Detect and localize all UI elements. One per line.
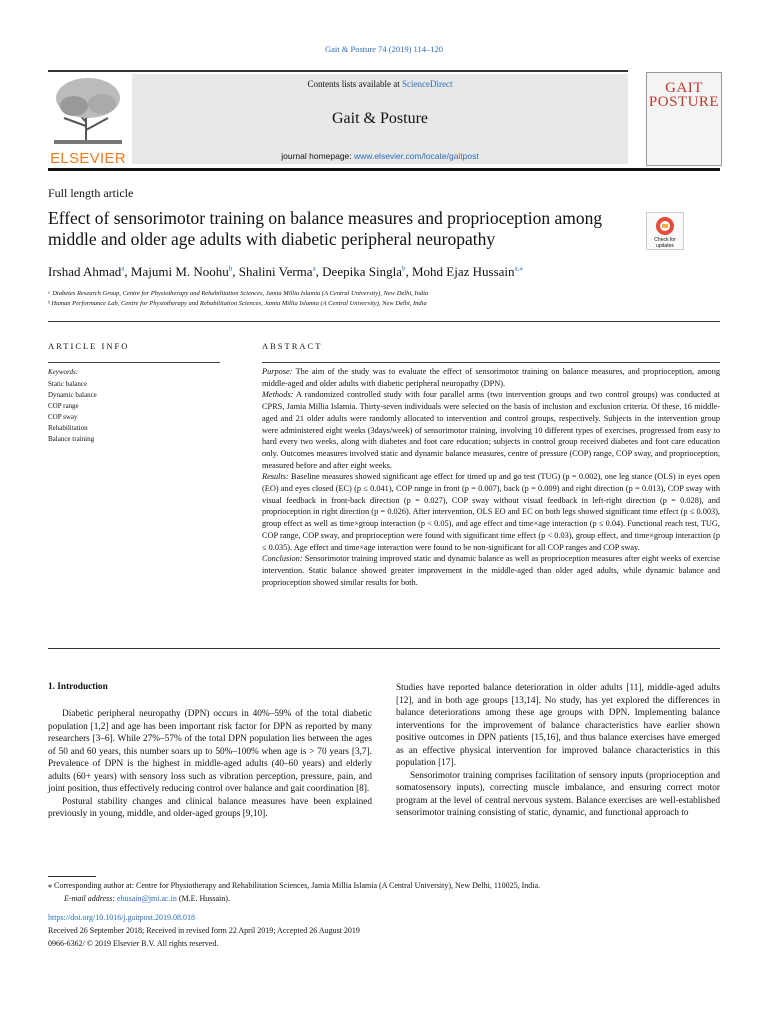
abstract-bottom-divider <box>48 648 720 649</box>
paragraph: Diabetic peripheral neuropathy (DPN) occurs in 40%–59% of the total diabetic population [1,2] and age has been important risk factor for DPN as reported by many researchers [3–6]. While 27%–57% of the total DPN population lies between the ages of 50 and 60 years, this number soars up to 50%–100% when age is > 70 years [3,7]. Prevalence of DPN is the highest in middle-aged adults (40–60 years) and elderly adults (60+ years) with sensory loss such as vibration perception, pressure, pain, and joint position, thus effectively reducing control over balance and gait coordination [8]. <box>48 709 372 794</box>
keyword-list <box>48 379 97 444</box>
doi-link[interactable]: https://doi.org/10.1016/j.gaitpost.2019.08.018 <box>48 913 195 922</box>
author[interactable]: Mohd Ejaz Hussain <box>411 264 515 279</box>
corresponding-author-note: ⁎ Corresponding author at: Centre for Physiotherapy and Rehabilitation Sciences, Jamia Millia Islamia (A Central University), New Delhi, 110025, India. <box>48 881 541 890</box>
author-affiliation-mark[interactable]: a,⁎ <box>514 264 523 273</box>
author[interactable]: Majumi M. Noohu <box>130 264 229 279</box>
header-divider <box>48 168 720 171</box>
abstract-results: Results: Baseline measures showed significant age effect for timed up and go test (TUG) (p = 0.002), one leg stance (OLS) in eyes open (EO) and eyes closed (EC) (p ≤ 0.041), COP range in front (p = 0.007), back (p = 0.009) and right direction (p = 0.013), COP sway with visual feedback in front-back direction (p = 0.027), COP sway without visual feedback in left-right direction (p = 0.028), and proprioception in right direction (p = 0.026). After intervention, OLS EO and EC on both legs showed significant time effect (p ≤ 0.003), group effect as well as time×group interaction (p < 0.05), and age effect and time×age interaction (p ≤ 0.04). Functional reach test, TUG, COP range, COP sway, and proprioception were found with significant time effect (p < 0.03), group effect, and time×group interaction (p ≤ 0.035). Age effect and time×age interaction were found to be non-significant for all COP ranges and COP sway. <box>262 472 720 552</box>
article-info-divider <box>48 362 220 363</box>
title-divider <box>48 321 720 322</box>
affiliation-a: ᵃ Diabetes Research Group, Centre for Physiotherapy and Rehabilitation Sciences, Jamia Millia Islamia (A Central University), New Delhi, India <box>48 290 429 297</box>
affiliation-b: ᵇ Human Performance Lab, Centre for Physiotherapy and Rehabilitation Sciences, Jamia Millia Islamia (A Central University), New Delhi, India <box>48 300 427 307</box>
cover-title: GAIT POSTURE <box>648 80 720 110</box>
article-title: Effect of sensorimotor training on balance measures and proprioception among middle and older age adults with diabetic peripheral neuropathy <box>48 208 603 249</box>
homepage-line: journal homepage: www.elsevier.com/locate/gaitpost <box>281 151 479 161</box>
journal-title: Gait & Posture <box>332 110 428 127</box>
paragraph: Postural stability changes and clinical balance measures have been explained previously in young, middle, and older-aged groups [9,10]. <box>48 796 372 819</box>
keyword: Balance training <box>48 434 95 443</box>
abstract-divider <box>262 362 720 363</box>
crossmark-button[interactable] <box>646 212 684 250</box>
keywords-label: Keywords: <box>48 368 79 376</box>
abstract-methods: Methods: A randomized controlled study with four parallel arms (two intervention groups and two control groups) was conducted at CPRS, Jamia Millia Islamia. Thirty-seven individuals were selected on the basis of inclusion and exclusion criteria. Of these, 16 middle-aged and 21 older adults were randomly allocated to intervention and control groups, respectively. Subjects in the intervention group were administered eight weeks (3days/week) of sensorimotor training, involving 10 different types of exercises, progressed from easy to hard every two weeks, along with diabetes and foot care education; subjects in control group received diabetes and foot care education only. Outcomes measures involved static and dynamic balance measures, centre of pressure (COP) range, COP sway, and proprioception, measured before and after eight weeks. <box>262 390 720 470</box>
author-affiliation-mark[interactable]: a <box>121 264 125 273</box>
author[interactable]: Shalini Verma <box>238 264 313 279</box>
journal-cover[interactable] <box>646 72 722 166</box>
abstract-body <box>262 366 720 588</box>
sciencedirect-link[interactable]: ScienceDirect <box>402 79 453 89</box>
keyword: Static balance <box>48 380 88 388</box>
author[interactable]: Deepika Singla <box>322 264 402 279</box>
body-column-right <box>396 682 720 820</box>
email-link[interactable]: ehusain@jmi.ac.in <box>117 894 177 903</box>
abstract-heading: ABSTRACT <box>262 341 323 351</box>
crossmark-label: Check for updates <box>654 237 676 249</box>
article-type: Full length article <box>48 186 134 200</box>
top-divider <box>48 70 628 72</box>
journal-reference[interactable]: Gait & Posture 74 (2019) 114–120 <box>325 44 443 54</box>
email-note: E-mail address: ehusain@jmi.ac.in (M.E. Hussain). <box>64 894 230 903</box>
paragraph: Studies have reported balance deterioration in older adults [11], middle-aged adults [12], and in both age groups [13,14]. No study, has yet explored the differences in balance deteriorations among these age groups with DPN. Implementing balance interventions for the improvement of balance characteristics have earlier shown positive outcomes in DPN patients [15,16], and thus balance exercises have emerged as an effective physical intervention for improved balance characteristics in this population [17]. <box>396 683 720 768</box>
article-info-heading: ARTICLE INFO <box>48 341 130 351</box>
received-dates: Received 26 September 2018; Received in revised form 22 April 2019; Accepted 26 August 2019 <box>48 926 360 935</box>
section-heading-introduction: 1. Introduction <box>48 682 108 692</box>
contents-line: Contents lists available at ScienceDirect <box>307 79 453 89</box>
keyword: Dynamic balance <box>48 390 97 399</box>
abstract-purpose: Purpose: The aim of the study was to evaluate the effect of sensorimotor training on balance measures, and proprioception, among middle-aged and older adults with diabetic peripheral neuropathy (DPN). <box>262 367 720 388</box>
copyright: 0966-6362/ © 2019 Elsevier B.V. All rights reserved. <box>48 939 219 948</box>
author[interactable]: Irshad Ahmad <box>48 264 122 279</box>
keyword: Rehabilitation <box>48 423 88 432</box>
homepage-link[interactable]: www.elsevier.com/locate/gaitpost <box>354 151 479 161</box>
abstract-conclusion: Conclusion: Sensorimotor training improved static and dynamic balance as well as proprioception measures after eight weeks of exercise intervention. Static balance showed greater improvement in the middle-aged than older aged adults, while dynamic balance and proprioception showed similar results for both. <box>262 554 720 587</box>
footnote-divider <box>48 876 96 877</box>
body-column-left <box>48 708 372 821</box>
author-affiliation-mark[interactable]: a <box>312 264 316 273</box>
publisher-name: ELSEVIER <box>50 150 126 167</box>
author-affiliation-mark[interactable]: b <box>228 264 233 273</box>
author-affiliation-mark[interactable]: b <box>401 264 406 273</box>
keyword: COP range <box>48 401 79 410</box>
author-list: Irshad Ahmad$^a$, Majumi M. Noohu$^b$, Shalini Verma$^a$, Deepika Singla$^b$, Mohd Ejaz Hussain$^{a,⁎}$ <box>48 264 523 279</box>
keyword: COP sway <box>48 412 78 421</box>
paragraph: Sensorimotor training comprises facilitation of sensory inputs (proprioception and somatosensory inputs), correcting muscle imbalance, and ensuring correct motor program at the level of central nervous system. Balance exercises are well-established sensorimotor training consisting of static, dynamic, and functional approach to <box>396 770 720 818</box>
